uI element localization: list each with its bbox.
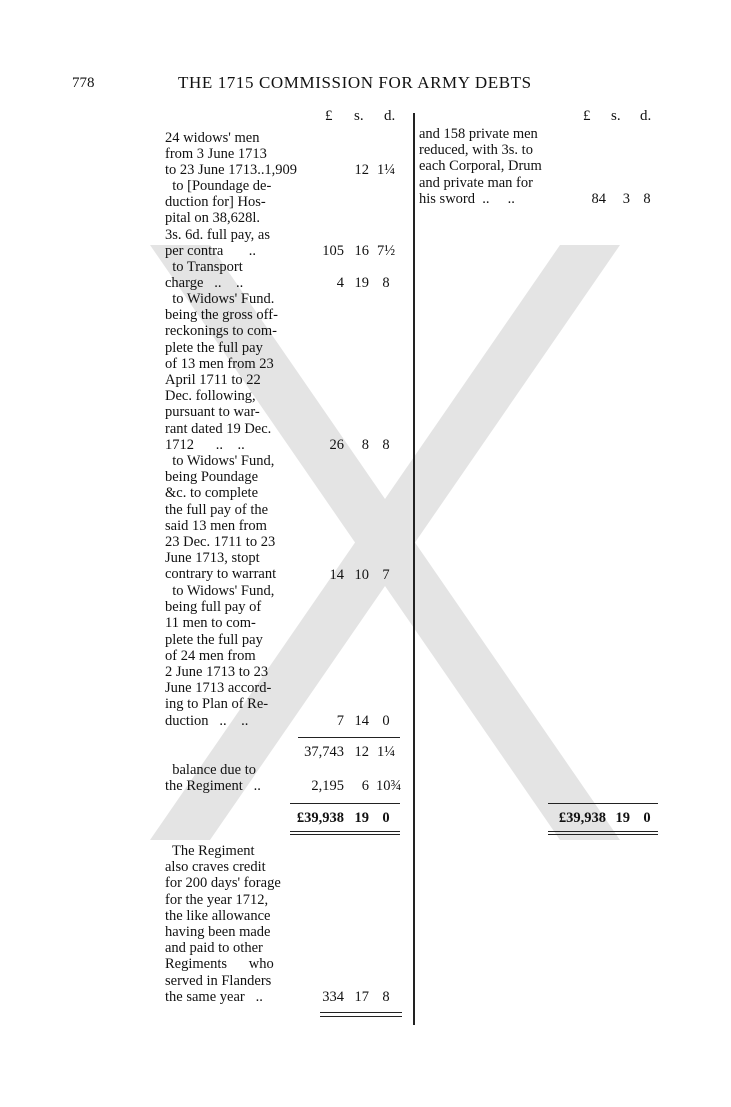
entry-line: for 200 days' forage bbox=[165, 875, 281, 892]
amount-pounds: 26 bbox=[329, 437, 344, 453]
right-amount-pounds: 84 bbox=[591, 191, 606, 207]
entry-line: The Regiment bbox=[165, 843, 255, 859]
entry-line: of 13 men from 23 bbox=[165, 355, 274, 372]
amount-shillings: 19 bbox=[354, 275, 369, 291]
entry-transport bbox=[165, 259, 243, 291]
amount-pounds: 14 bbox=[329, 567, 344, 583]
left-total-pounds: £39,938 bbox=[296, 810, 344, 826]
pence-header-left: d. bbox=[384, 108, 396, 124]
entry-line: for the year 1712, bbox=[165, 891, 269, 908]
entry-line: Regiments who bbox=[165, 956, 274, 973]
right-total-pounds: £39,938 bbox=[558, 810, 606, 826]
entry-line: plete the full pay bbox=[165, 631, 263, 648]
entry-poundage-hospital bbox=[165, 178, 271, 259]
entry-line: 23 Dec. 1711 to 23 bbox=[165, 534, 276, 551]
amount-shillings: 12 bbox=[354, 162, 369, 178]
entry-line: 2 June 1713 to 23 bbox=[165, 664, 269, 681]
entry-private-men bbox=[419, 126, 542, 207]
entry-line: the like allowance bbox=[165, 907, 271, 924]
amount-shillings: 16 bbox=[354, 243, 369, 259]
entry-line: to Widows' Fund, bbox=[165, 583, 275, 599]
entry-line: rant dated 19 Dec. bbox=[165, 420, 272, 437]
amount-pounds: 105 bbox=[322, 243, 344, 259]
entry-line: June 1713, stopt bbox=[165, 550, 260, 567]
entry-line: his sword .. .. bbox=[419, 190, 515, 207]
entry-line: plete the full pay bbox=[165, 339, 263, 356]
pence-header-right: d. bbox=[640, 108, 652, 124]
entry-line: of 24 men from bbox=[165, 647, 256, 664]
entry-line: also craves credit bbox=[165, 859, 266, 876]
entry-line: 1712 .. .. bbox=[165, 436, 245, 453]
balance-pence: 10¾ bbox=[376, 778, 402, 794]
entry-line: to Widows' Fund. bbox=[165, 291, 275, 307]
amount-pence: 8 bbox=[382, 275, 390, 291]
entry-line: to [Poundage de- bbox=[165, 178, 272, 194]
left-total-pence: 0 bbox=[382, 810, 390, 826]
right-total-shillings: 19 bbox=[615, 810, 630, 826]
forage-pounds: 334 bbox=[322, 989, 344, 1005]
left-total-rule-bottom bbox=[290, 831, 400, 832]
entry-widows-fund-1 bbox=[165, 291, 278, 453]
entry-line: and private man for bbox=[419, 174, 533, 191]
subtotal-shillings: 12 bbox=[354, 744, 369, 760]
entry-line: being Poundage bbox=[165, 469, 259, 486]
amount-pence: 7 bbox=[382, 567, 390, 583]
entry-line: 11 men to com- bbox=[165, 615, 256, 632]
entry-line: balance due to bbox=[165, 762, 256, 778]
subtotal-pence: 1¼ bbox=[376, 744, 396, 760]
right-amount-pence: 8 bbox=[643, 191, 651, 207]
left-total-rule-bottom-double bbox=[290, 834, 400, 835]
entry-line: the full pay of the bbox=[165, 501, 269, 518]
entry-line: served in Flanders bbox=[165, 972, 272, 989]
amount-shillings: 8 bbox=[361, 437, 369, 453]
entry-line: charge .. .. bbox=[165, 275, 244, 292]
forage-shillings: 17 bbox=[354, 989, 369, 1005]
pounds-header-left: £ bbox=[325, 108, 333, 124]
right-total-rule-bottom bbox=[548, 831, 658, 832]
entry-widows-fund-3 bbox=[165, 583, 274, 729]
shillings-header-right: s. bbox=[611, 108, 621, 124]
entry-line: to Widows' Fund, bbox=[165, 453, 275, 469]
entry-line: June 1713 accord- bbox=[165, 680, 272, 697]
entry-line: being full pay of bbox=[165, 599, 262, 616]
left-total-shillings: 19 bbox=[354, 810, 369, 826]
entry-line: reckonings to com- bbox=[165, 323, 277, 340]
amount-shillings: 10 bbox=[354, 567, 369, 583]
amount-pence: 7½ bbox=[376, 243, 396, 259]
column-divider bbox=[413, 113, 415, 1025]
pounds-header-right: £ bbox=[583, 108, 591, 124]
entry-line: per contra .. bbox=[165, 242, 256, 259]
amount-pounds: 4 bbox=[336, 275, 344, 291]
forage-pence: 8 bbox=[382, 989, 390, 1005]
balance-shillings: 6 bbox=[361, 778, 369, 794]
entry-line: Dec. following, bbox=[165, 388, 256, 405]
entry-line: said 13 men from bbox=[165, 517, 267, 534]
entry-line: duction .. .. bbox=[165, 712, 249, 729]
amount-pounds: 1,909 bbox=[264, 162, 297, 178]
entry-line: duction for] Hos- bbox=[165, 194, 266, 211]
entry-line: reduced, with 3s. to bbox=[419, 142, 533, 159]
amount-pence: 0 bbox=[382, 713, 390, 729]
entry-balance bbox=[165, 762, 261, 794]
entry-line: pital on 38,628l. bbox=[165, 210, 261, 227]
amount-pence: 1¼ bbox=[376, 162, 396, 178]
right-total-rule-top bbox=[548, 803, 658, 804]
forage-rule-double bbox=[320, 1016, 402, 1017]
entry-widows-fund-2 bbox=[165, 453, 276, 583]
right-total-rule-bottom-double bbox=[548, 834, 658, 835]
entry-line: being the gross off- bbox=[165, 307, 278, 324]
page-title: THE 1715 COMMISSION FOR ARMY DEBTS bbox=[178, 73, 532, 92]
entry-line: &c. to complete bbox=[165, 485, 259, 502]
amount-shillings: 14 bbox=[354, 713, 369, 729]
entry-line: having been made bbox=[165, 924, 271, 941]
balance-pounds: 2,195 bbox=[311, 778, 344, 794]
entry-line: the Regiment .. bbox=[165, 778, 261, 795]
right-amount-shillings: 3 bbox=[622, 191, 630, 207]
page-number: 778 bbox=[72, 75, 95, 91]
entry-line: 3s. 6d. full pay, as bbox=[165, 226, 270, 243]
shillings-header-left: s. bbox=[354, 108, 364, 124]
right-total-pence: 0 bbox=[643, 810, 651, 826]
subtotal-rule bbox=[298, 737, 400, 738]
left-total-rule-top bbox=[290, 803, 400, 804]
subtotal-pounds: 37,743 bbox=[304, 744, 344, 760]
entry-line: contrary to warrant bbox=[165, 566, 277, 583]
entry-line: and 158 private men bbox=[419, 126, 538, 142]
amount-pounds: 7 bbox=[336, 713, 344, 729]
entry-forage bbox=[165, 843, 281, 1005]
entry-line: the same year .. bbox=[165, 988, 263, 1005]
entry-line: 24 widows' men bbox=[165, 130, 260, 146]
entry-line: to 23 June 1713.. bbox=[165, 162, 265, 179]
entry-line: ing to Plan of Re- bbox=[165, 696, 269, 713]
entry-line: and paid to other bbox=[165, 940, 263, 957]
forage-rule bbox=[320, 1012, 402, 1013]
entry-line: from 3 June 1713 bbox=[165, 146, 267, 163]
entry-line: April 1711 to 22 bbox=[165, 372, 261, 389]
entry-line: to Transport bbox=[165, 259, 243, 275]
entry-line: each Corporal, Drum bbox=[419, 158, 542, 175]
amount-pence: 8 bbox=[382, 437, 390, 453]
entry-line: pursuant to war- bbox=[165, 404, 260, 421]
